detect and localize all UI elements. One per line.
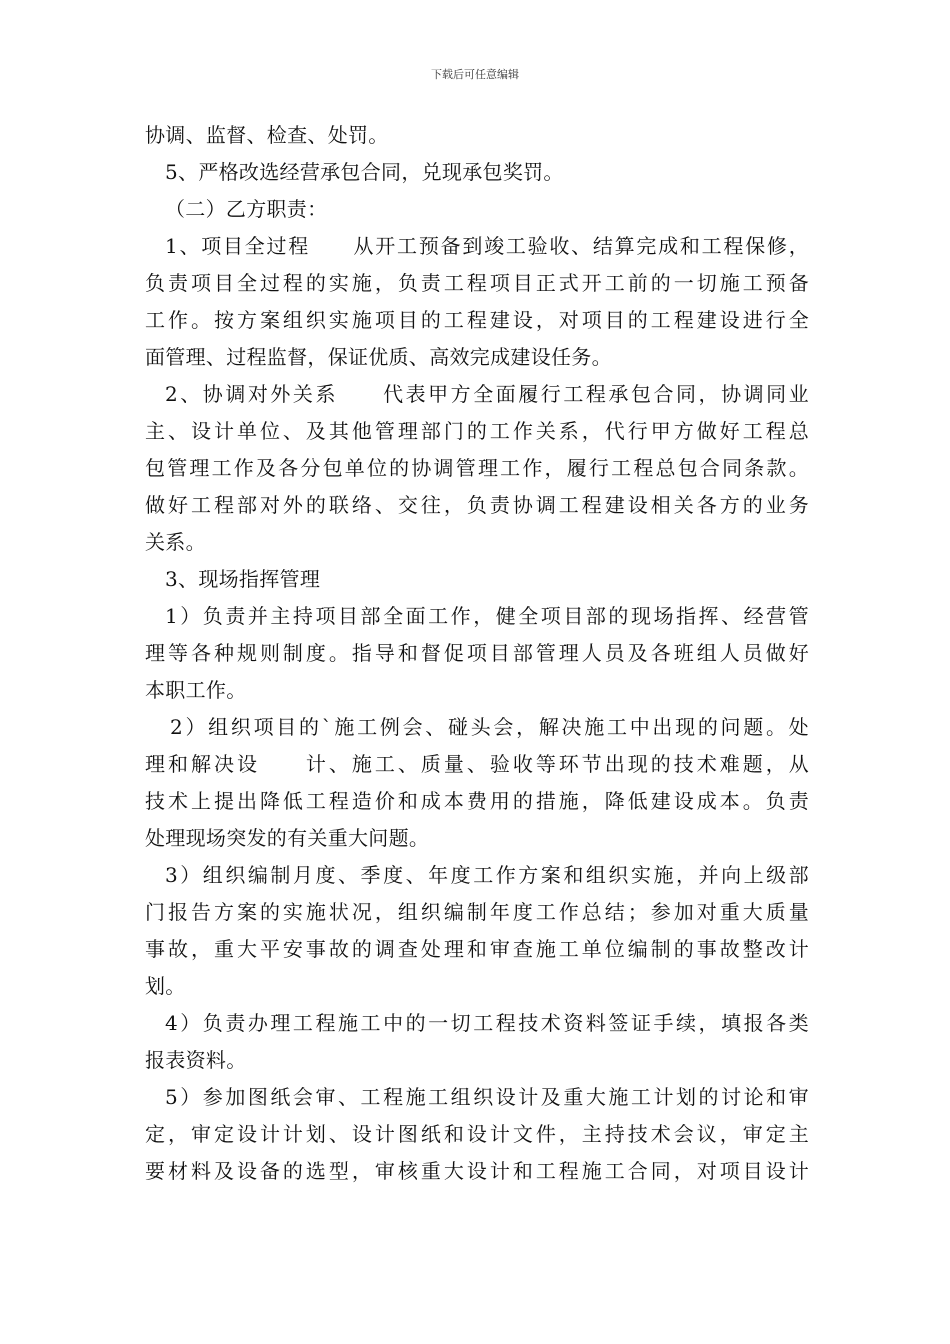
text-line: 报表资料。: [145, 1048, 247, 1072]
text-line: 主、设计单位、及其他管理部门的工作关系，代行甲方做好工程总: [145, 419, 809, 443]
text-line: 2）组织项目的`施工例会、碰头会，解决施工中出现的问题。处: [170, 715, 809, 739]
text-line: 划。: [145, 974, 186, 998]
text-line: 1）负责并主持项目部全面工作，健全项目部的现场指挥、经营管: [165, 604, 809, 628]
text-line: 3）组织编制月度、季度、年度工作方案和组织实施，并向上级部: [165, 863, 809, 887]
text-line: （二）乙方职责：: [165, 197, 328, 221]
text-line: 包管理工作及各分包单位的协调管理工作，履行工程总包合同条款。: [145, 456, 809, 480]
text-line: 做好工程部对外的联络、交往，负责协调工程建设相关各方的业务: [145, 493, 809, 517]
text-line: 1、项目全过程 从开工预备到竣工验收、结算完成和工程保修，: [165, 234, 809, 258]
text-line: 处理现场突发的有关重大问题。: [145, 826, 430, 850]
text-line: 门报告方案的实施状况，组织编制年度工作总结；参加对重大质量: [145, 900, 809, 924]
text-line: 面管理、过程监督，保证优质、高效完成建设任务。: [145, 345, 612, 369]
text-line: 事故，重大平安事故的调查处理和审查施工单位编制的事故整改计: [145, 937, 809, 961]
text-line: 2、协调对外关系 代表甲方全面履行工程承包合同，协调同业: [165, 382, 809, 406]
body-text: [145, 117, 809, 1190]
text-line: 5）参加图纸会审、工程施工组织设计及重大施工计划的讨论和审: [165, 1085, 809, 1109]
page-header: 下载后可任意编辑: [431, 68, 519, 81]
text-line: 理和解决设 计、施工、质量、验收等环节出现的技术难题，从: [145, 752, 809, 776]
text-line: 3、现场指挥管理: [165, 567, 321, 591]
text-line: 协调、监督、检查、处罚。: [145, 123, 389, 147]
text-line: 技术上提出降低工程造价和成本费用的措施，降低建设成本。负责: [145, 789, 809, 813]
text-line: 工作。按方案组织实施项目的工程建设，对项目的工程建设进行全: [145, 308, 809, 332]
text-line: 5、严格改选经营承包合同，兑现承包奖罚。: [165, 160, 564, 184]
text-line: 负责项目全过程的实施，负责工程项目正式开工前的一切施工预备: [145, 271, 809, 295]
text-line: 要材料及设备的选型，审核重大设计和工程施工合同，对项目设计: [145, 1159, 809, 1183]
text-line: 4）负责办理工程施工中的一切工程技术资料签证手续，填报各类: [165, 1011, 809, 1035]
text-line: 本职工作。: [145, 678, 247, 702]
text-line: 理等各种规则制度。指导和督促项目部管理人员及各班组人员做好: [145, 641, 809, 665]
text-line: 定，审定设计计划、设计图纸和设计文件，主持技术会议，审定主: [145, 1122, 809, 1146]
text-line: 关系。: [145, 530, 206, 554]
